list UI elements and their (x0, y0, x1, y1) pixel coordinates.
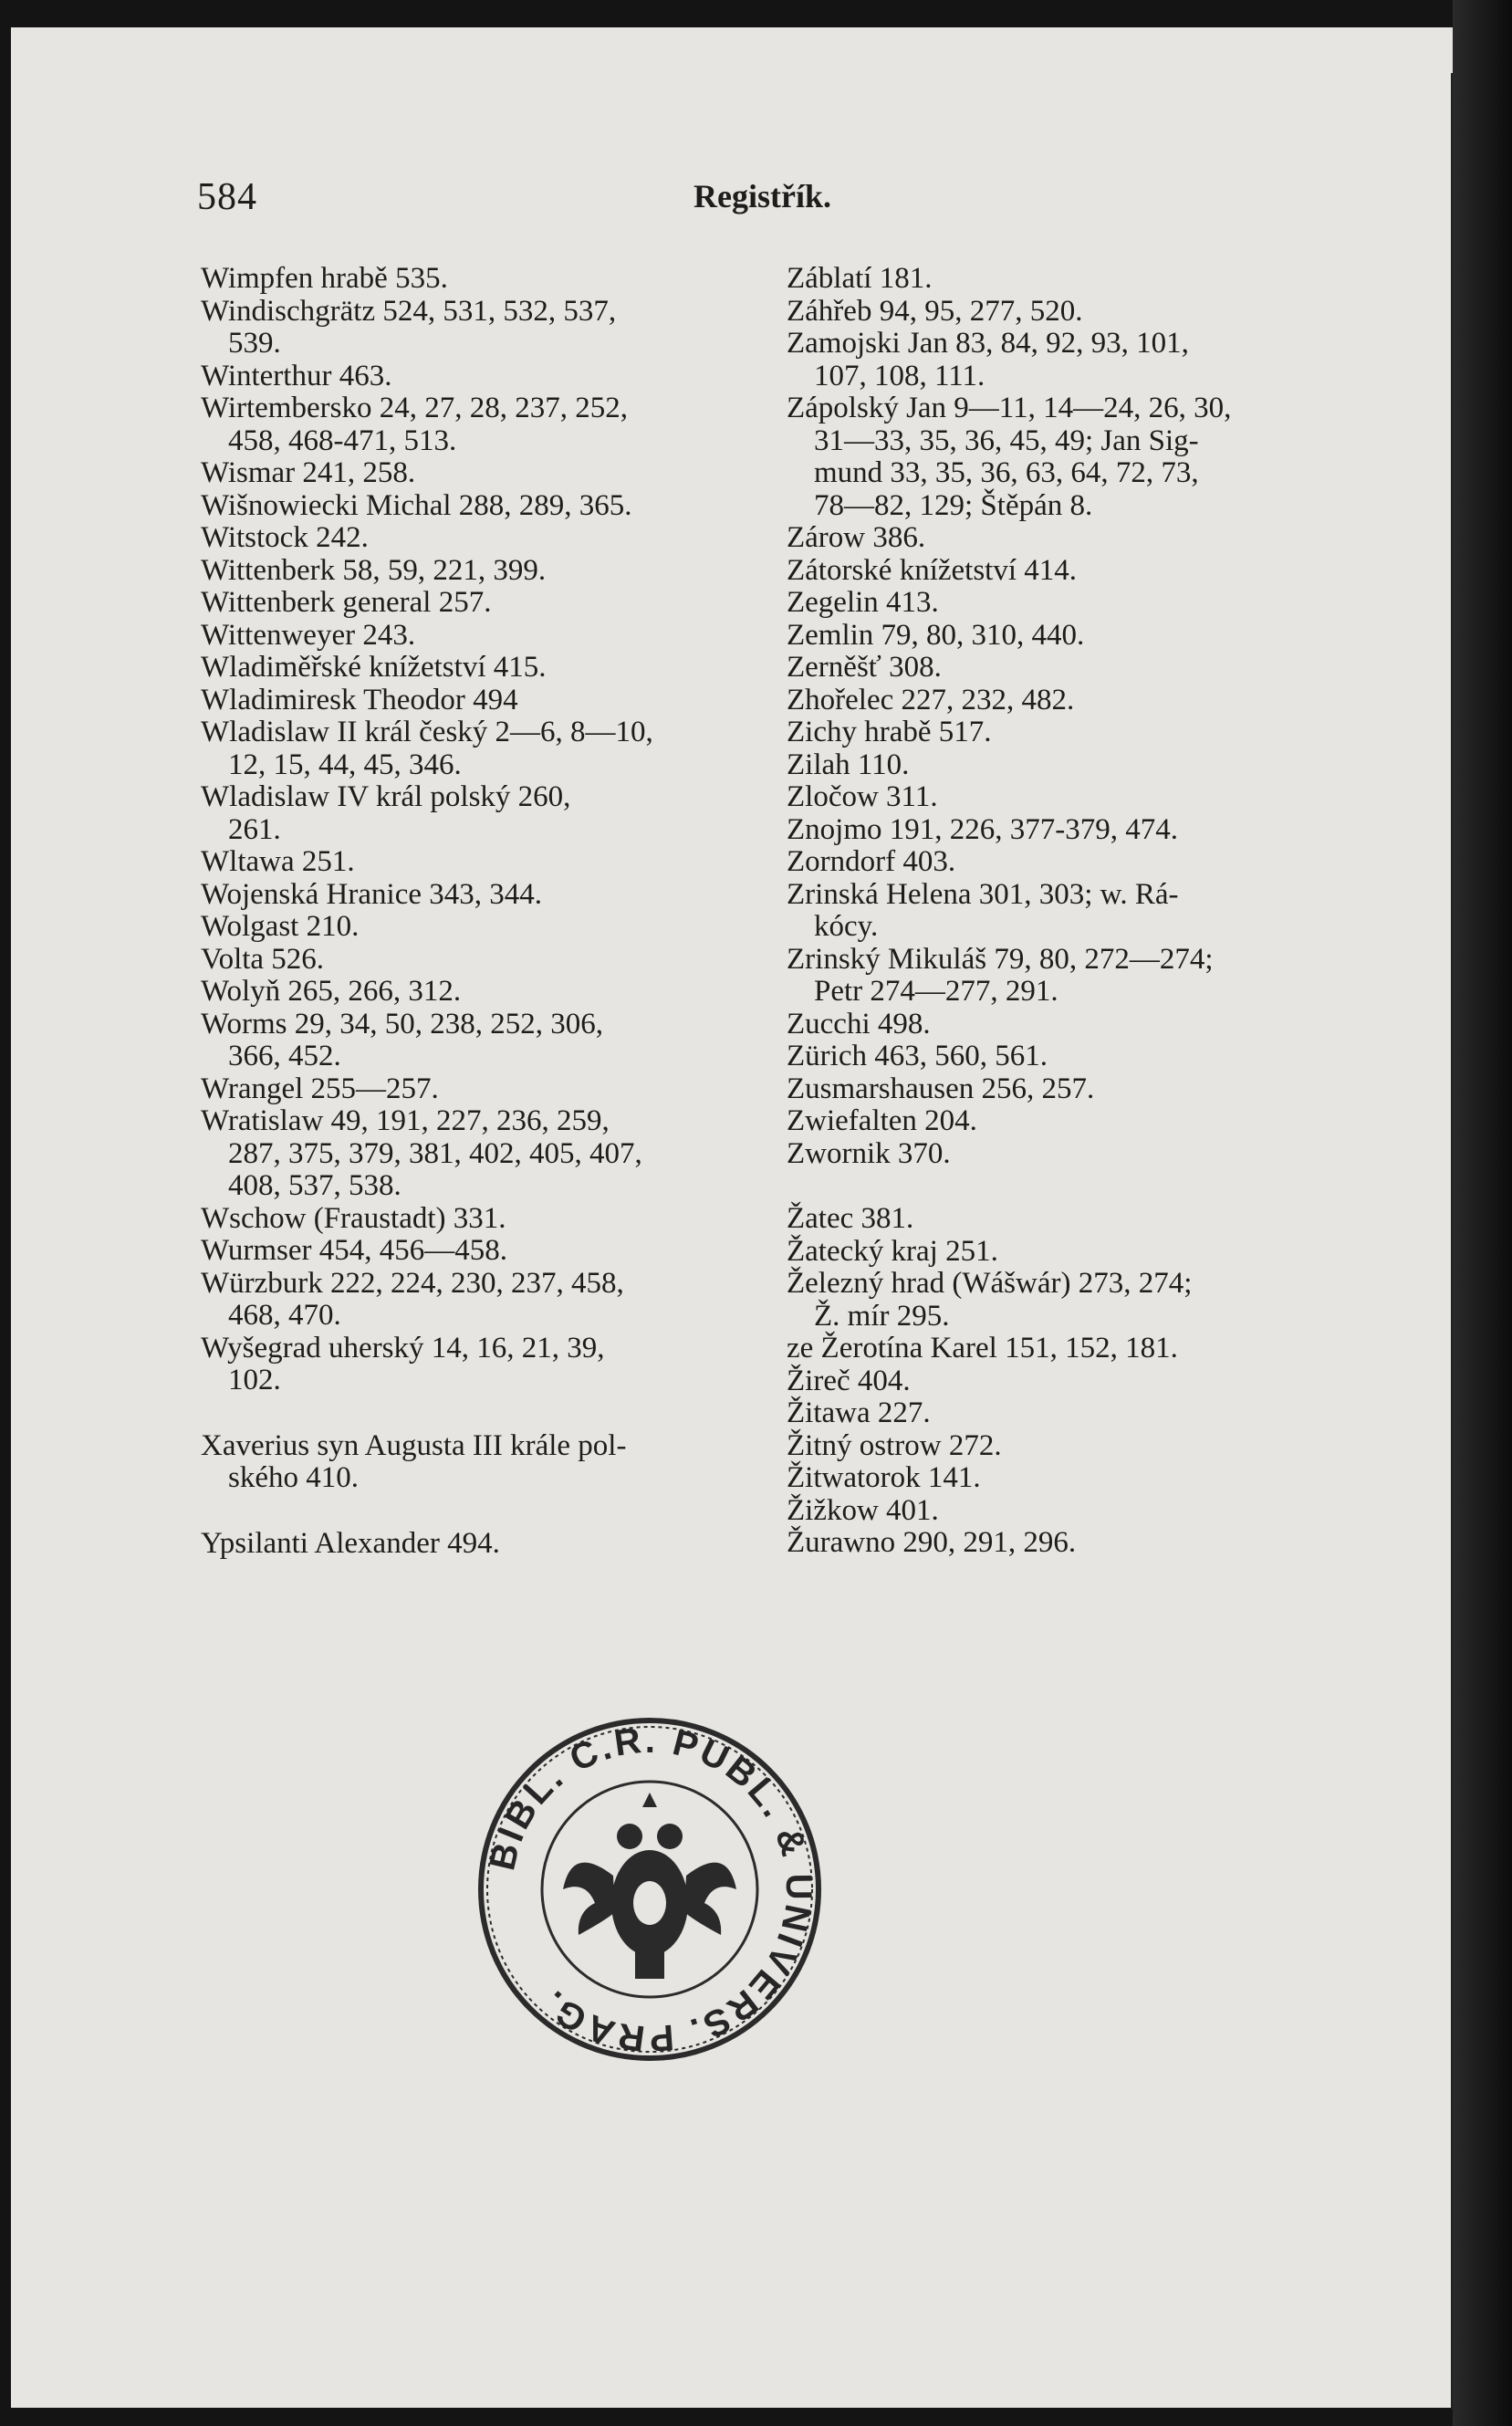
index-entry: Žurawno 290, 291, 296. (787, 1526, 1077, 1559)
index-entry: Zichy hrabě 517. (787, 716, 992, 748)
index-entry: Zilah 110. (787, 748, 910, 781)
index-entry: Zárow 386. (787, 521, 926, 554)
index-entry: Zemlin 79, 80, 310, 440. (787, 618, 1085, 652)
scan-border-right (1453, 0, 1512, 2426)
index-entry: Volta 526. (201, 942, 325, 976)
index-entry: Wismar 241, 258. (201, 456, 416, 489)
index-entry: Zerněšť 308. (787, 651, 942, 684)
index-entry: Záblatí 181. (787, 262, 933, 295)
double-eagle-icon (563, 1793, 736, 1979)
index-entry: Železný hrad (Wášwár) 273, 274; (787, 1267, 1193, 1300)
index-entry: Žitwatorok 141. (787, 1461, 981, 1494)
index-entry: Wladislaw II král český 2—6, 8—10, (201, 716, 653, 748)
index-entry: Žitný ostrow 272. (787, 1428, 1002, 1462)
index-entry: Winterthur 463. (201, 359, 392, 392)
index-entry: Wittenberk 58, 59, 221, 399. (201, 553, 547, 587)
index-entry-continuation: 468, 470. (228, 1299, 341, 1332)
index-entry: Zápolský Jan 9—11, 14—24, 26, 30, (787, 392, 1232, 424)
index-entry: Würzburk 222, 224, 230, 237, 458, (201, 1266, 624, 1300)
section-gap (201, 1397, 748, 1430)
index-entry: Zwiefalten 204. (787, 1104, 977, 1137)
index-column-right (787, 263, 1343, 1560)
section-gap (787, 1170, 1343, 1203)
index-entry: Znojmo 191, 226, 377-379, 474. (787, 812, 1178, 846)
book-page (11, 27, 1453, 2408)
index-entry: Žižkow 401. (787, 1493, 939, 1527)
index-entry: Wittenberk general 257. (201, 586, 492, 619)
index-entry: Wolyň 265, 266, 312. (201, 975, 462, 1008)
index-entry: Xaverius syn Augusta III krále pol- (201, 1428, 627, 1462)
index-entry: Ypsilanti Alexander 494. (201, 1526, 500, 1560)
section-gap (201, 1495, 748, 1528)
stamp-lettering: BIBL. C.R. PUBL. & UNIVERS. PRAG. (482, 1720, 819, 2059)
index-entry: Zucchi 498. (787, 1007, 931, 1040)
index-entry: Zusmarshausen 256, 257. (787, 1072, 1095, 1105)
index-entry: ze Žerotína Karel 151, 152, 181. (787, 1332, 1178, 1365)
scan-border-top (0, 0, 1512, 27)
index-entry-continuation: 102. (228, 1364, 281, 1396)
index-entry: Worms 29, 34, 50, 238, 252, 306, (201, 1007, 604, 1040)
page-number: 584 (197, 176, 257, 218)
index-entry: Wrangel 255—257. (201, 1072, 439, 1105)
index-entry: Wladimiresk Theodor 494 (201, 683, 518, 716)
running-head-title: Registřík. (693, 178, 831, 214)
index-entry: Zürich 463, 560, 561. (787, 1040, 1048, 1072)
index-entry-continuation: 31—33, 35, 36, 45, 49; Jan Sig- (814, 424, 1199, 457)
index-entry-continuation: 366, 452. (228, 1040, 341, 1072)
index-entry: Zločow 311. (787, 780, 938, 813)
index-entry: Zorndorf 403. (787, 845, 956, 878)
index-entry: Wojenská Hranice 343, 344. (201, 877, 542, 911)
index-entry-continuation: 539. (228, 327, 281, 360)
index-entry: Zamojski Jan 83, 84, 92, 93, 101, (787, 327, 1189, 360)
index-entry: Zwornik 370. (787, 1136, 951, 1170)
index-entry: Zegelin 413. (787, 586, 939, 619)
index-entry: Žireč 404. (787, 1364, 911, 1397)
index-entry-continuation: 107, 108, 111. (814, 359, 985, 392)
index-entry: Wladislaw IV král polský 260, (201, 780, 571, 813)
index-entry: Wladiměřské knížetství 415. (201, 651, 547, 684)
index-entry: Wolgast 210. (201, 910, 360, 943)
index-entry: Zrinský Mikuláš 79, 80, 272—274; (787, 942, 1214, 976)
index-entry: Wyšegrad uherský 14, 16, 21, 39, (201, 1331, 605, 1365)
index-entry: Witstock 242. (201, 521, 369, 554)
index-entry: Žatecký kraj 251. (787, 1234, 998, 1268)
index-entry-continuation: 78—82, 129; Štěpán 8. (814, 488, 1093, 522)
index-entry: Wurmser 454, 456—458. (201, 1234, 507, 1267)
index-entry-continuation: 458, 468-471, 513. (228, 424, 457, 457)
index-entry: Žatec 381. (787, 1202, 914, 1235)
index-column-left (201, 263, 748, 1560)
index-entry: Zrinská Helena 301, 303; w. Rá- (787, 877, 1179, 911)
index-entry-continuation: kócy. (814, 910, 879, 943)
index-entry: Wittenweyer 243. (201, 618, 416, 652)
index-entry: Windischgrätz 524, 531, 532, 537, (201, 294, 617, 328)
index-entry-continuation: 261. (228, 812, 281, 846)
index-entry-continuation: 287, 375, 379, 381, 402, 405, 407, (228, 1136, 642, 1170)
index-entry-continuation: Ž. mír 295. (814, 1299, 950, 1333)
index-entry: Zhořelec 227, 232, 482. (787, 683, 1075, 716)
index-entry-continuation: ského 410. (228, 1461, 359, 1494)
index-entry: Wratislaw 49, 191, 227, 236, 259, (201, 1104, 610, 1137)
index-entry-continuation: mund 33, 35, 36, 63, 64, 72, 73, (814, 456, 1199, 489)
index-entry: Wimpfen hrabě 535. (201, 262, 448, 295)
index-entry-continuation: Petr 274—277, 291. (814, 975, 1058, 1008)
index-entry-continuation: 408, 537, 538. (228, 1169, 401, 1202)
library-stamp (476, 1716, 823, 2063)
index-entry: Wschow (Fraustadt) 331. (201, 1201, 506, 1235)
index-entry: Wišnowiecki Michal 288, 289, 365. (201, 488, 632, 522)
index-entry: Wltawa 251. (201, 845, 355, 878)
index-entry: Zátorské knížetství 414. (787, 553, 1078, 587)
index-entry: Žitawa 227. (787, 1396, 931, 1429)
index-entry-continuation: 12, 15, 44, 45, 346. (228, 748, 462, 781)
index-entry: Záhřeb 94, 95, 277, 520. (787, 294, 1083, 328)
index-entry: Wirtembersko 24, 27, 28, 237, 252, (201, 392, 628, 424)
